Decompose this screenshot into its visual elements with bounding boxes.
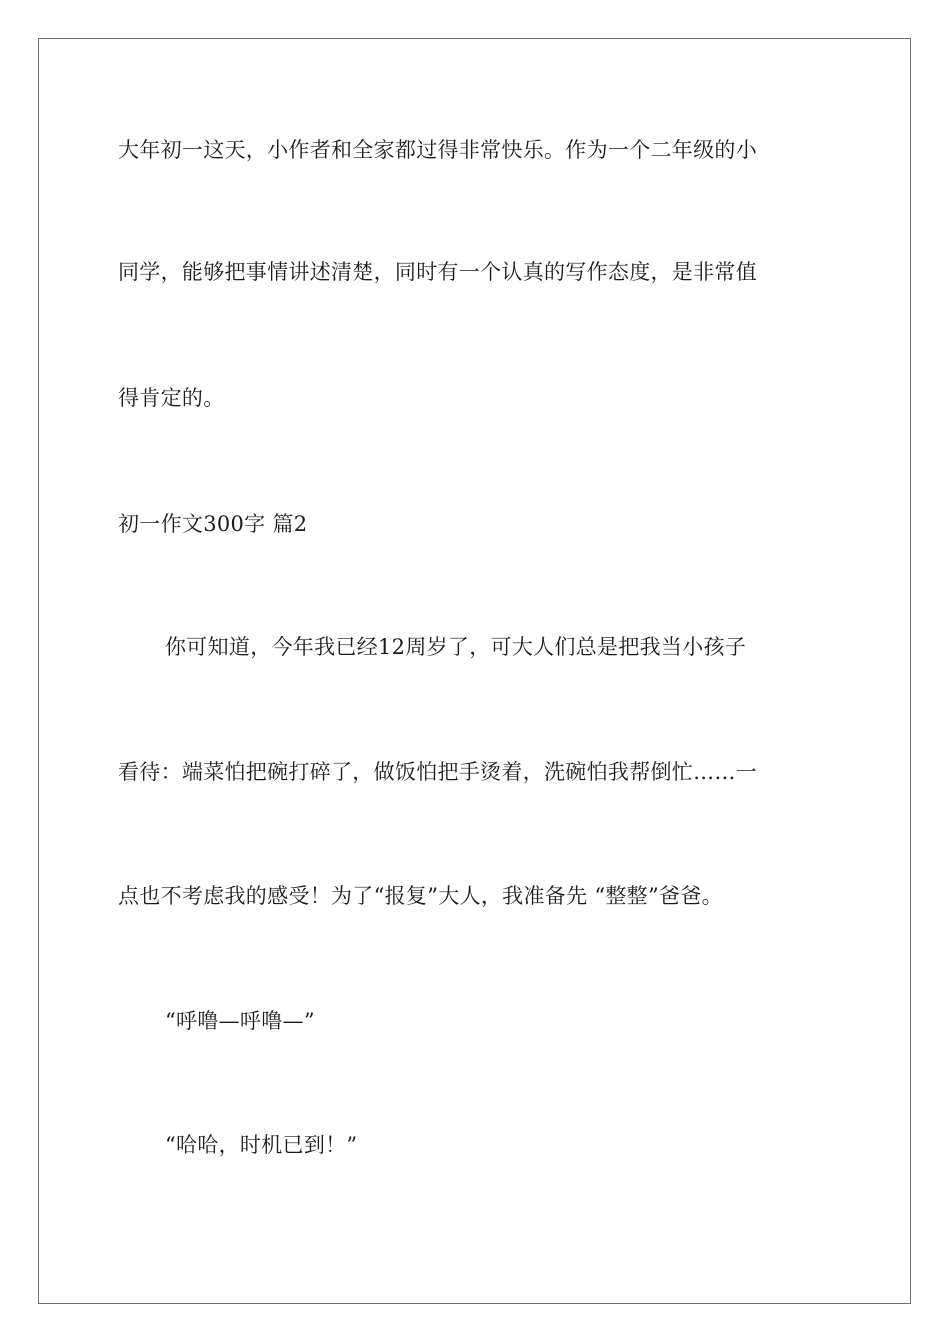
paragraph-line-1: 大年初一这天，小作者和全家都过得非常快乐。作为一个二年级的小	[118, 138, 757, 162]
paragraph-line-3: 得肯定的。	[118, 386, 225, 410]
dialogue-line-2: “哈哈，时机已到！”	[165, 1133, 358, 1157]
section-heading: 初一作文300字 篇2	[118, 512, 308, 536]
paragraph-line-5: 看待：端菜怕把碗打碎了，做饭怕把手烫着，洗碗怕我帮倒忙……一	[118, 760, 757, 784]
page-border	[38, 38, 911, 1304]
paragraph-line-6: 点也不考虑我的感受！为了“报复”大人，我准备先 “整整”爸爸。	[118, 884, 723, 908]
paragraph-line-2: 同学，能够把事情讲述清楚，同时有一个认真的写作态度，是非常值	[118, 260, 757, 284]
paragraph-line-4: 你可知道，今年我已经12周岁了，可大人们总是把我当小孩子	[165, 635, 747, 659]
dialogue-line-1: “呼噜—呼噜—”	[165, 1009, 315, 1033]
